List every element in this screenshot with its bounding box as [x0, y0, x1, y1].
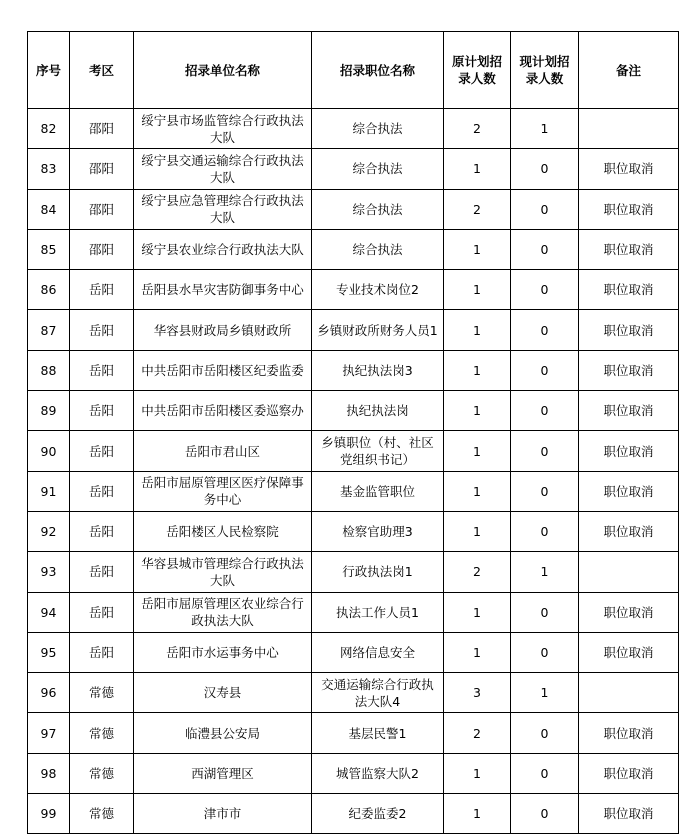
cell-note: 职位取消: [579, 229, 679, 269]
cell-curr-count: 0: [511, 471, 579, 511]
cell-area: 邵阳: [70, 149, 134, 189]
cell-area: 岳阳: [70, 632, 134, 672]
cell-area: 岳阳: [70, 552, 134, 592]
cell-unit: 中共岳阳市岳阳楼区纪委监委: [134, 350, 312, 390]
table-row: [28, 511, 679, 551]
cell-seq: 87: [28, 310, 70, 350]
header-unit: 招录单位名称: [134, 32, 312, 109]
cell-note: 职位取消: [579, 753, 679, 793]
table-row: [28, 270, 679, 310]
table-row: [28, 673, 679, 713]
cell-unit: 中共岳阳市岳阳楼区委巡察办: [134, 391, 312, 431]
cell-note: 职位取消: [579, 270, 679, 310]
cell-unit: 绥宁县应急管理综合行政执法大队: [134, 189, 312, 229]
cell-area: 岳阳: [70, 431, 134, 471]
cell-curr-count: 0: [511, 189, 579, 229]
cell-orig-count: 1: [444, 471, 511, 511]
cell-position: 交通运输综合行政执法大队4: [312, 673, 444, 713]
cell-unit: 岳阳楼区人民检察院: [134, 511, 312, 551]
table-row: [28, 391, 679, 431]
cell-orig-count: 1: [444, 149, 511, 189]
cell-seq: 83: [28, 149, 70, 189]
cell-orig-count: 1: [444, 431, 511, 471]
cell-area: 岳阳: [70, 592, 134, 632]
cell-orig-count: 1: [444, 592, 511, 632]
cell-seq: 96: [28, 673, 70, 713]
cell-area: 邵阳: [70, 189, 134, 229]
cell-curr-count: 0: [511, 511, 579, 551]
cell-note: 职位取消: [579, 431, 679, 471]
cell-curr-count: 0: [511, 632, 579, 672]
table-row: [28, 310, 679, 350]
cell-position: 行政执法岗1: [312, 552, 444, 592]
cell-note: [579, 109, 679, 149]
table-row: [28, 109, 679, 149]
table-row: [28, 189, 679, 229]
cell-position: 执纪执法岗: [312, 391, 444, 431]
table-row: [28, 229, 679, 269]
cell-seq: 88: [28, 350, 70, 390]
cell-note: 职位取消: [579, 310, 679, 350]
cell-position: 专业技术岗位2: [312, 270, 444, 310]
cell-area: 岳阳: [70, 350, 134, 390]
cell-area: 常德: [70, 794, 134, 834]
cell-unit: 西湖管理区: [134, 753, 312, 793]
cell-seq: 94: [28, 592, 70, 632]
cell-seq: 86: [28, 270, 70, 310]
table-row: [28, 632, 679, 672]
cell-orig-count: 1: [444, 229, 511, 269]
header-curr-count: 现计划招录人数: [511, 32, 579, 109]
cell-curr-count: 0: [511, 431, 579, 471]
cell-orig-count: 1: [444, 350, 511, 390]
header-seq: 序号: [28, 32, 70, 109]
cell-unit: 津市市: [134, 794, 312, 834]
cell-curr-count: 0: [511, 391, 579, 431]
cell-position: 执法工作人员1: [312, 592, 444, 632]
cell-area: 岳阳: [70, 391, 134, 431]
cell-unit: 岳阳市君山区: [134, 431, 312, 471]
cell-note: 职位取消: [579, 511, 679, 551]
cell-seq: 98: [28, 753, 70, 793]
cell-position: 基金监管职位: [312, 471, 444, 511]
cell-curr-count: 0: [511, 592, 579, 632]
table-row: [28, 552, 679, 592]
cell-curr-count: 0: [511, 310, 579, 350]
cell-orig-count: 2: [444, 109, 511, 149]
cell-orig-count: 2: [444, 189, 511, 229]
cell-curr-count: 0: [511, 350, 579, 390]
cell-curr-count: 0: [511, 149, 579, 189]
cell-curr-count: 0: [511, 229, 579, 269]
cell-orig-count: 3: [444, 673, 511, 713]
cell-area: 邵阳: [70, 229, 134, 269]
cell-area: 常德: [70, 673, 134, 713]
cell-orig-count: 1: [444, 794, 511, 834]
cell-unit: 岳阳市屈原管理区医疗保障事务中心: [134, 471, 312, 511]
cell-unit: 绥宁县市场监管综合行政执法大队: [134, 109, 312, 149]
cell-orig-count: 1: [444, 753, 511, 793]
cell-unit: 岳阳市水运事务中心: [134, 632, 312, 672]
cell-unit: 临澧县公安局: [134, 713, 312, 753]
cell-seq: 84: [28, 189, 70, 229]
cell-unit: 岳阳县水旱灾害防御事务中心: [134, 270, 312, 310]
table-row: [28, 592, 679, 632]
cell-curr-count: 0: [511, 794, 579, 834]
cell-area: 常德: [70, 713, 134, 753]
cell-note: 职位取消: [579, 632, 679, 672]
cell-orig-count: 2: [444, 552, 511, 592]
cell-position: 综合执法: [312, 149, 444, 189]
cell-note: 职位取消: [579, 592, 679, 632]
table-body: [28, 109, 679, 834]
header-area: 考区: [70, 32, 134, 109]
table-row: [28, 753, 679, 793]
cell-unit: 汉寿县: [134, 673, 312, 713]
cell-orig-count: 2: [444, 713, 511, 753]
cell-curr-count: 1: [511, 109, 579, 149]
cell-note: 职位取消: [579, 794, 679, 834]
header-position: 招录职位名称: [312, 32, 444, 109]
cell-note: 职位取消: [579, 713, 679, 753]
cell-orig-count: 1: [444, 391, 511, 431]
header-row: [28, 32, 679, 109]
cell-position: 乡镇职位（村、社区党组织书记）: [312, 431, 444, 471]
cell-curr-count: 1: [511, 552, 579, 592]
cell-seq: 82: [28, 109, 70, 149]
recruitment-adjustment-table: [27, 31, 679, 834]
cell-seq: 90: [28, 431, 70, 471]
cell-orig-count: 1: [444, 270, 511, 310]
header-note: 备注: [579, 32, 679, 109]
cell-seq: 99: [28, 794, 70, 834]
cell-note: 职位取消: [579, 149, 679, 189]
cell-unit: 华容县城市管理综合行政执法大队: [134, 552, 312, 592]
table-row: [28, 471, 679, 511]
table-row: [28, 794, 679, 834]
cell-note: 职位取消: [579, 471, 679, 511]
cell-position: 城管监察大队2: [312, 753, 444, 793]
cell-note: 职位取消: [579, 350, 679, 390]
cell-position: 检察官助理3: [312, 511, 444, 551]
table-row: [28, 149, 679, 189]
cell-curr-count: 0: [511, 270, 579, 310]
cell-unit: 华容县财政局乡镇财政所: [134, 310, 312, 350]
cell-curr-count: 0: [511, 753, 579, 793]
cell-position: 网络信息安全: [312, 632, 444, 672]
cell-note: 职位取消: [579, 391, 679, 431]
cell-note: [579, 673, 679, 713]
header-orig-count: 原计划招录人数: [444, 32, 511, 109]
cell-area: 岳阳: [70, 511, 134, 551]
cell-seq: 91: [28, 471, 70, 511]
cell-curr-count: 1: [511, 673, 579, 713]
cell-area: 岳阳: [70, 270, 134, 310]
cell-orig-count: 1: [444, 310, 511, 350]
table-row: [28, 431, 679, 471]
table-row: [28, 350, 679, 390]
cell-position: 综合执法: [312, 109, 444, 149]
cell-unit: 岳阳市屈原管理区农业综合行政执法大队: [134, 592, 312, 632]
cell-position: 执纪执法岗3: [312, 350, 444, 390]
cell-position: 综合执法: [312, 229, 444, 269]
cell-area: 常德: [70, 753, 134, 793]
cell-position: 纪委监委2: [312, 794, 444, 834]
cell-position: 综合执法: [312, 189, 444, 229]
cell-seq: 85: [28, 229, 70, 269]
table-row: [28, 713, 679, 753]
cell-seq: 89: [28, 391, 70, 431]
cell-note: 职位取消: [579, 189, 679, 229]
cell-position: 基层民警1: [312, 713, 444, 753]
cell-seq: 97: [28, 713, 70, 753]
cell-orig-count: 1: [444, 511, 511, 551]
cell-area: 邵阳: [70, 109, 134, 149]
cell-seq: 93: [28, 552, 70, 592]
cell-unit: 绥宁县交通运输综合行政执法大队: [134, 149, 312, 189]
cell-seq: 95: [28, 632, 70, 672]
cell-note: [579, 552, 679, 592]
cell-curr-count: 0: [511, 713, 579, 753]
cell-orig-count: 1: [444, 632, 511, 672]
cell-unit: 绥宁县农业综合行政执法大队: [134, 229, 312, 269]
cell-area: 岳阳: [70, 471, 134, 511]
cell-area: 岳阳: [70, 310, 134, 350]
cell-position: 乡镇财政所财务人员1: [312, 310, 444, 350]
cell-seq: 92: [28, 511, 70, 551]
